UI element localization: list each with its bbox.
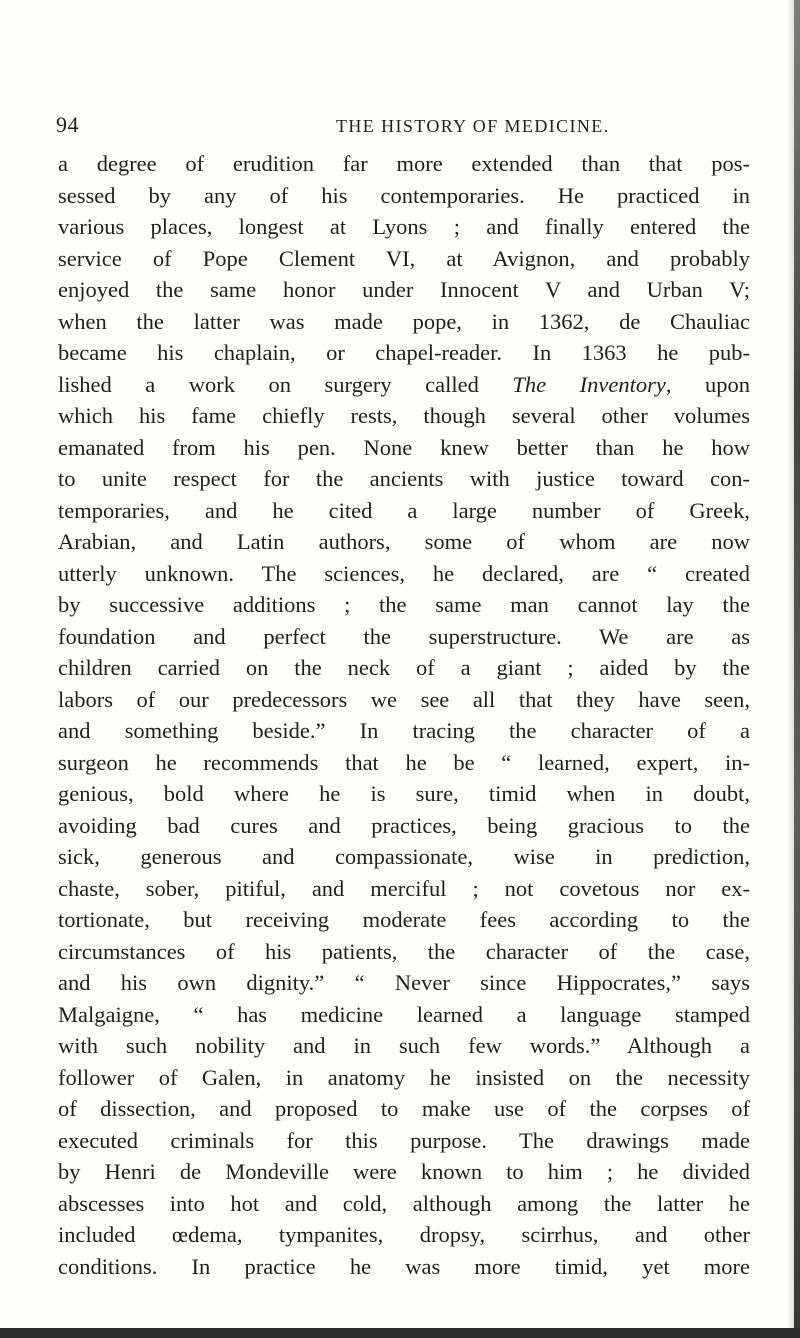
text-line-20: surgeon he recommends that he be “ learned, expert, in- (58, 749, 750, 775)
text-line-1: a degree of erudition far more extended than that pos- (58, 151, 750, 176)
text-line-32: executed criminals for this purpose. The drawings made (58, 1127, 750, 1153)
book-title-italic: The Inventory (512, 371, 666, 397)
text-line-22: avoiding bad cures and practices, being gracious to the (58, 812, 750, 838)
text-line-2: sessed by any of his contemporaries. He practiced in (58, 182, 750, 208)
text-line-5: enjoyed the same honor under Innocent V and Urban V; (58, 277, 750, 302)
text-line-11: to unite respect for the ancients with justice toward con- (58, 466, 750, 491)
text-line-4: service of Pope Clement VI, at Avignon, and probably (58, 245, 750, 271)
text-line-6: when the latter was made pope, in 1362, de Chauliac (58, 308, 750, 334)
text-line-21: genious, bold where he is sure, timid when in doubt, (58, 781, 750, 806)
text-line-9: which his fame chiefly rests, though several other volumes (58, 403, 750, 428)
text-line-15: by successive additions ; the same man cannot lay the (58, 592, 750, 617)
text-line-16: foundation and perfect the superstructure. We are as (58, 623, 750, 649)
text-line-36: conditions. In practice he was more timid, yet more (58, 1253, 750, 1279)
bottom-scan-border (0, 1328, 800, 1338)
text-line-31: of dissection, and proposed to make use of the corpses of (58, 1096, 750, 1121)
text-line-3: various places, longest at Lyons ; and finally entered the (58, 214, 750, 239)
text-line-27: and his own dignity.” “ Never since Hippocrates,” says (58, 970, 750, 995)
text-line-17: children carried on the neck of a giant ; aided by the (58, 655, 750, 680)
text-line-8-after: , upon (665, 371, 751, 397)
text-line-14: utterly unknown. The sciences, he declared, are “ created (58, 560, 750, 586)
text-line-34: abscesses into hot and cold, although among the latter he (58, 1190, 750, 1216)
text-line-19: and something beside.” In tracing the character of a (58, 718, 750, 743)
page-number: 94 (56, 112, 79, 137)
text-line-18: labors of our predecessors we see all that they have seen, (58, 686, 750, 712)
text-line-35: included œdema, tympanites, dropsy, scirrhus, and other (58, 1222, 750, 1247)
body-text (58, 148, 750, 1282)
text-line-30: follower of Galen, in anatomy he insisted on the necessity (58, 1064, 750, 1090)
text-line-28: Malgaigne, “ has medicine learned a language stamped (58, 1001, 750, 1027)
page-edge-strip (794, 0, 800, 1338)
text-line-8-before: lished a work on surgery called (58, 371, 513, 397)
text-line-8 (58, 369, 750, 401)
text-line-7: became his chaplain, or chapel-reader. In 1363 he pub- (58, 340, 750, 365)
page-header (56, 112, 756, 138)
text-line-10: emanated from his pen. None knew better than he how (58, 434, 750, 460)
text-line-29: with such nobility and in such few words.” Although a (58, 1033, 750, 1058)
text-line-23: sick, generous and compassionate, wise in prediction, (58, 844, 750, 869)
text-line-24: chaste, sober, pitiful, and merciful ; not covetous nor ex- (58, 875, 750, 901)
text-line-12: temporaries, and he cited a large number of Greek, (58, 497, 750, 523)
text-line-33: by Henri de Mondeville were known to him ; he divided (58, 1159, 750, 1184)
text-line-25: tortionate, but receiving moderate fees according to the (58, 907, 750, 932)
text-line-26: circumstances of his patients, the character of the case, (58, 938, 750, 964)
text-line-13: Arabian, and Latin authors, some of whom are now (58, 529, 750, 554)
running-title: THE HISTORY OF MEDICINE. (336, 116, 610, 136)
